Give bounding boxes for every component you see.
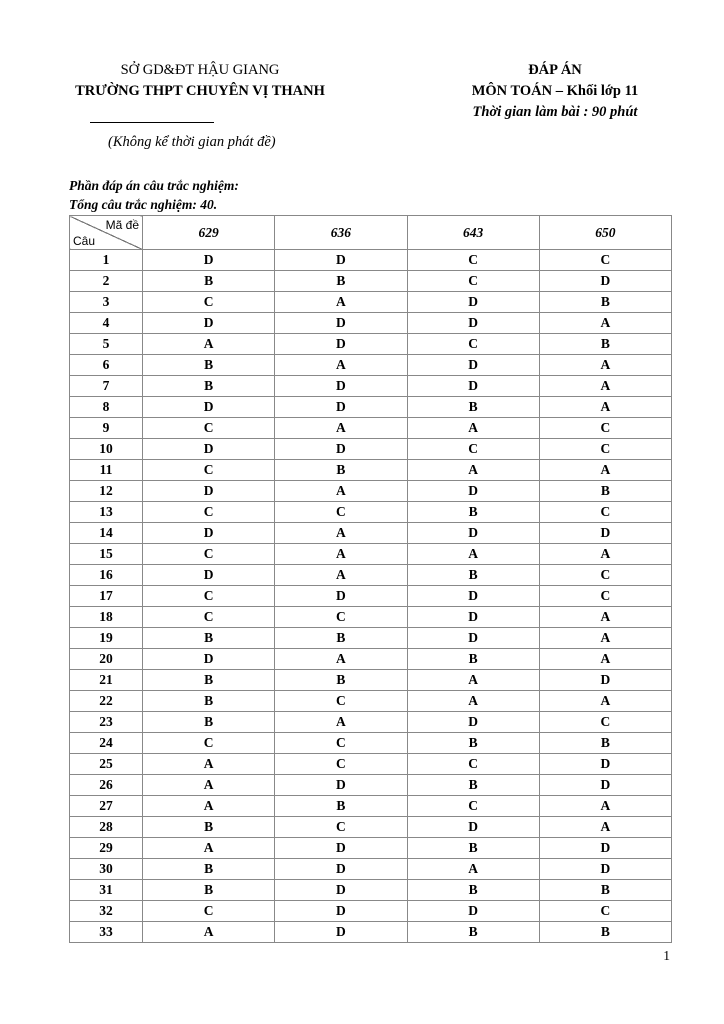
table-row: [70, 250, 672, 271]
answer-cell: D: [275, 859, 407, 880]
answer-cell: A: [407, 544, 539, 565]
answer-cell: B: [539, 880, 671, 901]
answer-cell: D: [275, 313, 407, 334]
table-row: [70, 271, 672, 292]
answer-cell: A: [275, 481, 407, 502]
answer-table: [69, 215, 672, 943]
answer-cell: D: [539, 670, 671, 691]
answer-cell: B: [143, 271, 275, 292]
answer-cell: A: [275, 565, 407, 586]
answer-cell: B: [143, 880, 275, 901]
answer-cell: B: [407, 397, 539, 418]
answer-cell: B: [275, 271, 407, 292]
department-name: SỞ GD&ĐT HẬU GIANG: [120, 62, 280, 78]
answer-cell: D: [275, 334, 407, 355]
answer-cell: A: [407, 460, 539, 481]
answer-cell: B: [539, 334, 671, 355]
answer-cell: A: [275, 292, 407, 313]
exam-code-cell: 636: [275, 216, 407, 250]
table-row: [70, 607, 672, 628]
question-number-cell: 25: [70, 754, 143, 775]
question-number-cell: 17: [70, 586, 143, 607]
answer-cell: D: [143, 397, 275, 418]
table-row: [70, 376, 672, 397]
exam-code-cell: 629: [143, 216, 275, 250]
department-header: [40, 60, 360, 102]
answer-key-header: [425, 60, 685, 123]
question-label: Câu: [73, 234, 96, 248]
answer-cell: D: [275, 439, 407, 460]
question-number-cell: 1: [70, 250, 143, 271]
question-number-cell: 27: [70, 796, 143, 817]
table-row: [70, 649, 672, 670]
question-number-cell: 33: [70, 922, 143, 943]
answer-cell: B: [143, 355, 275, 376]
answer-cell: D: [143, 523, 275, 544]
doc-title: ĐÁP ÁN: [528, 62, 582, 78]
table-row: [70, 565, 672, 586]
answer-cell: B: [407, 649, 539, 670]
answer-cell: C: [407, 334, 539, 355]
answer-cell: B: [407, 565, 539, 586]
exam-code-label: Mã đề: [105, 218, 139, 232]
answer-cell: B: [143, 670, 275, 691]
answer-cell: B: [407, 838, 539, 859]
table-row: [70, 397, 672, 418]
question-number-cell: 8: [70, 397, 143, 418]
corner-cell: [70, 216, 143, 250]
question-total: Tổng câu trắc nghiệm: 40.: [69, 197, 218, 212]
answer-cell: D: [275, 775, 407, 796]
answer-cell: B: [143, 859, 275, 880]
question-number-cell: 6: [70, 355, 143, 376]
question-number-cell: 19: [70, 628, 143, 649]
table-row: [70, 880, 672, 901]
answer-cell: B: [275, 460, 407, 481]
table-row: [70, 691, 672, 712]
answer-cell: C: [539, 502, 671, 523]
table-row: [70, 586, 672, 607]
answer-cell: B: [539, 733, 671, 754]
answer-cell: B: [143, 817, 275, 838]
question-number-cell: 12: [70, 481, 143, 502]
answer-cell: D: [407, 586, 539, 607]
question-number-cell: 24: [70, 733, 143, 754]
table-row: [70, 418, 672, 439]
answer-cell: D: [539, 838, 671, 859]
answer-cell: A: [143, 334, 275, 355]
answer-cell: D: [143, 649, 275, 670]
answer-cell: D: [407, 523, 539, 544]
section-title: Phần đáp án câu trắc nghiệm:: [69, 178, 239, 193]
answer-cell: B: [539, 292, 671, 313]
answer-cell: A: [539, 460, 671, 481]
page-number: 1: [663, 948, 670, 963]
answer-cell: D: [275, 397, 407, 418]
answer-cell: A: [407, 418, 539, 439]
answer-cell: A: [275, 712, 407, 733]
exam-code-cell: 650: [539, 216, 671, 250]
answer-cell: B: [407, 502, 539, 523]
question-number-cell: 11: [70, 460, 143, 481]
answer-cell: C: [407, 271, 539, 292]
answer-cell: C: [143, 607, 275, 628]
answer-cell: A: [539, 691, 671, 712]
table-row: [70, 334, 672, 355]
answer-cell: D: [407, 817, 539, 838]
table-row: [70, 523, 672, 544]
question-number-cell: 18: [70, 607, 143, 628]
answer-cell: A: [407, 859, 539, 880]
answer-cell: D: [275, 586, 407, 607]
answer-cell: A: [539, 544, 671, 565]
answer-cell: B: [539, 481, 671, 502]
answer-cell: D: [539, 859, 671, 880]
answer-cell: C: [275, 733, 407, 754]
table-row: [70, 817, 672, 838]
answer-cell: A: [539, 796, 671, 817]
answer-cell: C: [407, 754, 539, 775]
answer-cell: A: [275, 649, 407, 670]
answer-cell: C: [143, 292, 275, 313]
question-number-cell: 23: [70, 712, 143, 733]
answer-cell: A: [407, 691, 539, 712]
table-row: [70, 922, 672, 943]
answer-cell: B: [407, 733, 539, 754]
answer-cell: C: [539, 586, 671, 607]
question-number-cell: 3: [70, 292, 143, 313]
answer-cell: B: [407, 880, 539, 901]
answer-cell: D: [143, 481, 275, 502]
answer-cell: C: [275, 502, 407, 523]
question-number-cell: 5: [70, 334, 143, 355]
answer-cell: B: [143, 376, 275, 397]
subject-grade: MÔN TOÁN – Khối lớp 11: [471, 83, 639, 99]
answer-cell: A: [539, 649, 671, 670]
question-number-cell: 16: [70, 565, 143, 586]
answer-cell: B: [275, 670, 407, 691]
answer-cell: D: [407, 313, 539, 334]
answer-cell: D: [407, 481, 539, 502]
answer-cell: A: [539, 628, 671, 649]
answer-cell: A: [539, 607, 671, 628]
answer-cell: C: [407, 250, 539, 271]
answer-cell: B: [539, 922, 671, 943]
question-number-cell: 31: [70, 880, 143, 901]
question-number-cell: 2: [70, 271, 143, 292]
table-row: [70, 901, 672, 922]
table-row: [70, 502, 672, 523]
answer-cell: A: [143, 775, 275, 796]
answer-cell: C: [143, 502, 275, 523]
answer-cell: D: [407, 607, 539, 628]
table-row: [70, 754, 672, 775]
answer-cell: B: [143, 712, 275, 733]
answer-cell: D: [407, 628, 539, 649]
question-number-cell: 32: [70, 901, 143, 922]
table-row: [70, 628, 672, 649]
answer-cell: A: [407, 670, 539, 691]
question-number-cell: 15: [70, 544, 143, 565]
answer-cell: C: [407, 439, 539, 460]
answer-cell: A: [539, 397, 671, 418]
answer-cell: A: [143, 922, 275, 943]
answer-cell: D: [275, 838, 407, 859]
answer-cell: D: [275, 376, 407, 397]
table-row: [70, 355, 672, 376]
answer-cell: C: [539, 565, 671, 586]
question-number-cell: 9: [70, 418, 143, 439]
question-number-cell: 29: [70, 838, 143, 859]
table-row: [70, 670, 672, 691]
answer-cell: D: [275, 250, 407, 271]
answer-cell: C: [275, 691, 407, 712]
answer-cell: B: [143, 628, 275, 649]
answer-cell: C: [143, 460, 275, 481]
question-number-cell: 7: [70, 376, 143, 397]
answer-cell: D: [539, 775, 671, 796]
answer-cell: D: [407, 712, 539, 733]
answer-cell: D: [143, 565, 275, 586]
table-row: [70, 775, 672, 796]
answer-cell: D: [407, 376, 539, 397]
answer-cell: D: [275, 922, 407, 943]
answer-cell: A: [539, 376, 671, 397]
answer-cell: B: [275, 628, 407, 649]
exam-code-cell: 643: [407, 216, 539, 250]
answer-cell: A: [143, 754, 275, 775]
answer-cell: C: [539, 901, 671, 922]
question-number-cell: 4: [70, 313, 143, 334]
answer-cell: B: [143, 691, 275, 712]
table-row: [70, 313, 672, 334]
answer-cell: D: [143, 313, 275, 334]
answer-cell: D: [143, 250, 275, 271]
question-number-cell: 22: [70, 691, 143, 712]
answer-cell: D: [407, 355, 539, 376]
answer-cell: A: [539, 355, 671, 376]
answer-cell: C: [275, 817, 407, 838]
answer-cell: C: [275, 607, 407, 628]
answer-cell: A: [539, 313, 671, 334]
answer-cell: D: [143, 439, 275, 460]
answer-cell: A: [275, 523, 407, 544]
answer-cell: C: [143, 586, 275, 607]
question-number-cell: 28: [70, 817, 143, 838]
question-number-cell: 21: [70, 670, 143, 691]
answer-cell: C: [539, 439, 671, 460]
time-note: (Không kể thời gian phát đề): [108, 134, 276, 150]
answer-cell: C: [143, 544, 275, 565]
answer-cell: A: [143, 838, 275, 859]
answer-cell: C: [539, 250, 671, 271]
table-row: [70, 712, 672, 733]
table-row: [70, 859, 672, 880]
answer-cell: D: [275, 901, 407, 922]
question-number-cell: 14: [70, 523, 143, 544]
answer-cell: D: [539, 754, 671, 775]
table-row: [70, 292, 672, 313]
answer-cell: D: [407, 901, 539, 922]
answer-cell: C: [275, 754, 407, 775]
answer-cell: C: [143, 418, 275, 439]
table-row: [70, 796, 672, 817]
table-header-row: [70, 216, 672, 250]
answer-cell: D: [539, 523, 671, 544]
table-row: [70, 733, 672, 754]
answer-cell: C: [143, 733, 275, 754]
question-number-cell: 13: [70, 502, 143, 523]
answer-cell: B: [407, 775, 539, 796]
question-number-cell: 30: [70, 859, 143, 880]
answer-cell: D: [275, 880, 407, 901]
table-row: [70, 481, 672, 502]
answer-cell: A: [143, 796, 275, 817]
answer-cell: C: [407, 796, 539, 817]
answer-cell: C: [143, 901, 275, 922]
question-number-cell: 26: [70, 775, 143, 796]
table-row: [70, 439, 672, 460]
table-row: [70, 460, 672, 481]
answer-cell: B: [407, 922, 539, 943]
question-number-cell: 10: [70, 439, 143, 460]
answer-cell: C: [539, 712, 671, 733]
question-number-cell: 20: [70, 649, 143, 670]
answer-cell: D: [407, 292, 539, 313]
answer-cell: A: [539, 817, 671, 838]
school-name: TRƯỜNG THPT CHUYÊN VỊ THANH: [75, 83, 325, 99]
table-row: [70, 838, 672, 859]
answer-cell: D: [539, 271, 671, 292]
header-underline: [90, 122, 214, 123]
answer-cell: B: [275, 796, 407, 817]
exam-duration: Thời gian làm bài : 90 phút: [472, 104, 638, 120]
table-row: [70, 544, 672, 565]
answer-cell: A: [275, 544, 407, 565]
answer-cell: C: [539, 418, 671, 439]
answer-cell: A: [275, 418, 407, 439]
answer-cell: A: [275, 355, 407, 376]
